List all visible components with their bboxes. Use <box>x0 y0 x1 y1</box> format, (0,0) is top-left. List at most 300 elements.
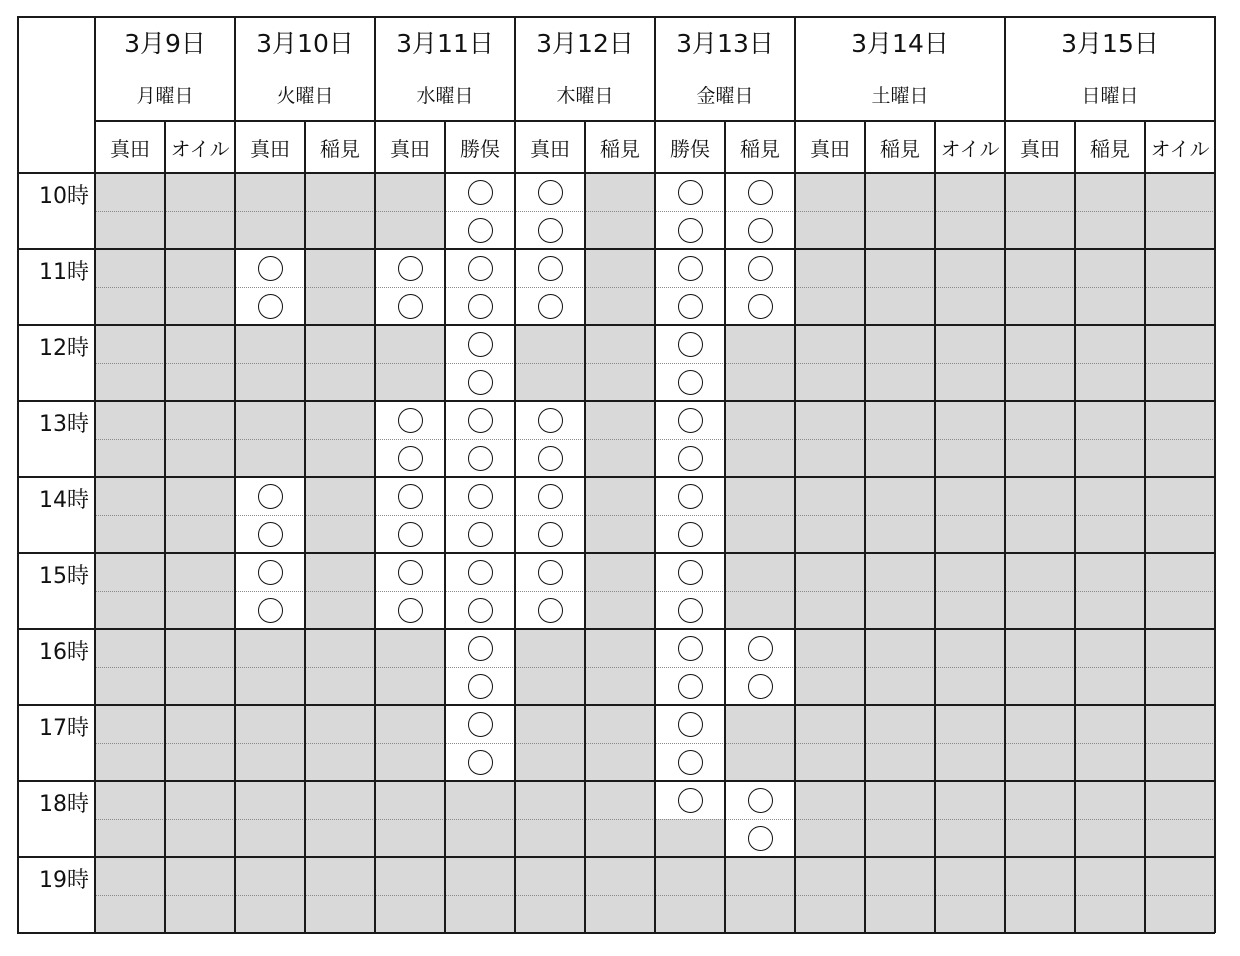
slot-cell[interactable] <box>95 439 165 477</box>
slot-cell[interactable] <box>445 553 515 591</box>
slot-cell[interactable] <box>165 629 235 667</box>
slot-cell[interactable] <box>235 857 305 895</box>
slot-cell[interactable] <box>515 705 585 743</box>
slot-cell[interactable] <box>1145 591 1215 629</box>
slot-cell[interactable] <box>305 173 375 211</box>
slot-cell[interactable] <box>795 325 865 363</box>
slot-cell[interactable] <box>1005 743 1075 781</box>
slot-cell[interactable] <box>725 629 795 667</box>
slot-cell[interactable] <box>725 743 795 781</box>
slot-cell[interactable] <box>585 287 655 325</box>
slot-cell[interactable] <box>795 477 865 515</box>
slot-cell[interactable] <box>795 439 865 477</box>
slot-cell[interactable] <box>935 857 1005 895</box>
slot-cell[interactable] <box>305 705 375 743</box>
slot-cell[interactable] <box>795 667 865 705</box>
slot-cell[interactable] <box>1145 857 1215 895</box>
slot-cell[interactable] <box>865 591 935 629</box>
slot-cell[interactable] <box>445 173 515 211</box>
slot-cell[interactable] <box>725 249 795 287</box>
slot-cell[interactable] <box>375 515 445 553</box>
slot-cell[interactable] <box>375 781 445 819</box>
slot-cell[interactable] <box>795 287 865 325</box>
slot-cell[interactable] <box>375 325 445 363</box>
slot-cell[interactable] <box>1145 325 1215 363</box>
slot-cell[interactable] <box>655 401 725 439</box>
slot-cell[interactable] <box>445 363 515 401</box>
slot-cell[interactable] <box>795 553 865 591</box>
slot-cell[interactable] <box>515 781 585 819</box>
slot-cell[interactable] <box>445 895 515 933</box>
slot-cell[interactable] <box>375 629 445 667</box>
slot-cell[interactable] <box>1075 477 1145 515</box>
slot-cell[interactable] <box>795 819 865 857</box>
slot-cell[interactable] <box>1145 401 1215 439</box>
slot-cell[interactable] <box>95 249 165 287</box>
slot-cell[interactable] <box>1005 705 1075 743</box>
slot-cell[interactable] <box>865 705 935 743</box>
slot-cell[interactable] <box>795 249 865 287</box>
slot-cell[interactable] <box>165 743 235 781</box>
slot-cell[interactable] <box>585 895 655 933</box>
slot-cell[interactable] <box>725 211 795 249</box>
slot-cell[interactable] <box>725 781 795 819</box>
slot-cell[interactable] <box>1005 211 1075 249</box>
slot-cell[interactable] <box>375 667 445 705</box>
slot-cell[interactable] <box>725 857 795 895</box>
slot-cell[interactable] <box>1075 857 1145 895</box>
slot-cell[interactable] <box>1075 439 1145 477</box>
slot-cell[interactable] <box>165 325 235 363</box>
slot-cell[interactable] <box>95 743 165 781</box>
slot-cell[interactable] <box>1145 173 1215 211</box>
slot-cell[interactable] <box>445 211 515 249</box>
slot-cell[interactable] <box>585 325 655 363</box>
slot-cell[interactable] <box>655 363 725 401</box>
slot-cell[interactable] <box>585 667 655 705</box>
slot-cell[interactable] <box>515 895 585 933</box>
slot-cell[interactable] <box>935 705 1005 743</box>
slot-cell[interactable] <box>795 211 865 249</box>
slot-cell[interactable] <box>655 553 725 591</box>
slot-cell[interactable] <box>585 515 655 553</box>
slot-cell[interactable] <box>935 287 1005 325</box>
slot-cell[interactable] <box>585 705 655 743</box>
slot-cell[interactable] <box>445 743 515 781</box>
slot-cell[interactable] <box>935 591 1005 629</box>
slot-cell[interactable] <box>515 591 585 629</box>
slot-cell[interactable] <box>165 667 235 705</box>
slot-cell[interactable] <box>235 173 305 211</box>
slot-cell[interactable] <box>305 819 375 857</box>
slot-cell[interactable] <box>305 591 375 629</box>
slot-cell[interactable] <box>95 553 165 591</box>
slot-cell[interactable] <box>305 895 375 933</box>
slot-cell[interactable] <box>235 667 305 705</box>
slot-cell[interactable] <box>95 363 165 401</box>
slot-cell[interactable] <box>1075 325 1145 363</box>
slot-cell[interactable] <box>725 591 795 629</box>
slot-cell[interactable] <box>375 705 445 743</box>
slot-cell[interactable] <box>445 287 515 325</box>
slot-cell[interactable] <box>935 629 1005 667</box>
slot-cell[interactable] <box>165 515 235 553</box>
slot-cell[interactable] <box>655 515 725 553</box>
slot-cell[interactable] <box>655 477 725 515</box>
slot-cell[interactable] <box>515 743 585 781</box>
slot-cell[interactable] <box>1145 553 1215 591</box>
slot-cell[interactable] <box>655 591 725 629</box>
slot-cell[interactable] <box>655 857 725 895</box>
slot-cell[interactable] <box>795 591 865 629</box>
slot-cell[interactable] <box>585 211 655 249</box>
slot-cell[interactable] <box>935 553 1005 591</box>
slot-cell[interactable] <box>1145 249 1215 287</box>
slot-cell[interactable] <box>305 325 375 363</box>
slot-cell[interactable] <box>235 819 305 857</box>
slot-cell[interactable] <box>445 249 515 287</box>
slot-cell[interactable] <box>585 781 655 819</box>
slot-cell[interactable] <box>585 363 655 401</box>
slot-cell[interactable] <box>515 287 585 325</box>
slot-cell[interactable] <box>95 325 165 363</box>
slot-cell[interactable] <box>1145 743 1215 781</box>
slot-cell[interactable] <box>445 667 515 705</box>
slot-cell[interactable] <box>935 819 1005 857</box>
slot-cell[interactable] <box>1075 781 1145 819</box>
slot-cell[interactable] <box>1145 477 1215 515</box>
slot-cell[interactable] <box>375 173 445 211</box>
slot-cell[interactable] <box>375 211 445 249</box>
slot-cell[interactable] <box>585 743 655 781</box>
slot-cell[interactable] <box>865 781 935 819</box>
slot-cell[interactable] <box>935 211 1005 249</box>
slot-cell[interactable] <box>515 629 585 667</box>
slot-cell[interactable] <box>585 439 655 477</box>
slot-cell[interactable] <box>865 477 935 515</box>
slot-cell[interactable] <box>725 173 795 211</box>
slot-cell[interactable] <box>865 325 935 363</box>
slot-cell[interactable] <box>305 553 375 591</box>
slot-cell[interactable] <box>95 895 165 933</box>
slot-cell[interactable] <box>935 249 1005 287</box>
slot-cell[interactable] <box>795 895 865 933</box>
slot-cell[interactable] <box>95 477 165 515</box>
slot-cell[interactable] <box>235 287 305 325</box>
slot-cell[interactable] <box>1075 249 1145 287</box>
slot-cell[interactable] <box>515 173 585 211</box>
slot-cell[interactable] <box>95 667 165 705</box>
slot-cell[interactable] <box>515 477 585 515</box>
slot-cell[interactable] <box>95 211 165 249</box>
slot-cell[interactable] <box>165 781 235 819</box>
slot-cell[interactable] <box>725 705 795 743</box>
slot-cell[interactable] <box>585 591 655 629</box>
slot-cell[interactable] <box>655 249 725 287</box>
slot-cell[interactable] <box>165 401 235 439</box>
slot-cell[interactable] <box>375 591 445 629</box>
slot-cell[interactable] <box>865 439 935 477</box>
slot-cell[interactable] <box>795 363 865 401</box>
slot-cell[interactable] <box>1005 325 1075 363</box>
slot-cell[interactable] <box>305 477 375 515</box>
slot-cell[interactable] <box>95 173 165 211</box>
slot-cell[interactable] <box>1145 895 1215 933</box>
slot-cell[interactable] <box>865 211 935 249</box>
slot-cell[interactable] <box>515 667 585 705</box>
slot-cell[interactable] <box>515 249 585 287</box>
slot-cell[interactable] <box>375 249 445 287</box>
slot-cell[interactable] <box>795 743 865 781</box>
slot-cell[interactable] <box>1005 477 1075 515</box>
slot-cell[interactable] <box>515 439 585 477</box>
slot-cell[interactable] <box>165 477 235 515</box>
slot-cell[interactable] <box>1075 211 1145 249</box>
slot-cell[interactable] <box>235 439 305 477</box>
slot-cell[interactable] <box>165 553 235 591</box>
slot-cell[interactable] <box>935 439 1005 477</box>
slot-cell[interactable] <box>725 325 795 363</box>
slot-cell[interactable] <box>1145 439 1215 477</box>
slot-cell[interactable] <box>795 705 865 743</box>
slot-cell[interactable] <box>1005 363 1075 401</box>
slot-cell[interactable] <box>935 325 1005 363</box>
slot-cell[interactable] <box>1145 515 1215 553</box>
slot-cell[interactable] <box>165 249 235 287</box>
slot-cell[interactable] <box>165 363 235 401</box>
slot-cell[interactable] <box>865 515 935 553</box>
slot-cell[interactable] <box>445 705 515 743</box>
slot-cell[interactable] <box>935 173 1005 211</box>
slot-cell[interactable] <box>375 819 445 857</box>
slot-cell[interactable] <box>1005 287 1075 325</box>
slot-cell[interactable] <box>655 325 725 363</box>
slot-cell[interactable] <box>375 895 445 933</box>
slot-cell[interactable] <box>1075 515 1145 553</box>
slot-cell[interactable] <box>655 439 725 477</box>
slot-cell[interactable] <box>1075 819 1145 857</box>
slot-cell[interactable] <box>795 401 865 439</box>
slot-cell[interactable] <box>445 477 515 515</box>
slot-cell[interactable] <box>1075 173 1145 211</box>
slot-cell[interactable] <box>95 705 165 743</box>
slot-cell[interactable] <box>515 819 585 857</box>
slot-cell[interactable] <box>165 591 235 629</box>
slot-cell[interactable] <box>725 515 795 553</box>
slot-cell[interactable] <box>725 667 795 705</box>
slot-cell[interactable] <box>305 667 375 705</box>
slot-cell[interactable] <box>235 895 305 933</box>
slot-cell[interactable] <box>515 363 585 401</box>
slot-cell[interactable] <box>305 439 375 477</box>
slot-cell[interactable] <box>235 515 305 553</box>
slot-cell[interactable] <box>725 895 795 933</box>
slot-cell[interactable] <box>515 211 585 249</box>
slot-cell[interactable] <box>305 515 375 553</box>
slot-cell[interactable] <box>1145 667 1215 705</box>
slot-cell[interactable] <box>935 363 1005 401</box>
slot-cell[interactable] <box>1005 781 1075 819</box>
slot-cell[interactable] <box>1145 287 1215 325</box>
slot-cell[interactable] <box>445 857 515 895</box>
slot-cell[interactable] <box>1005 591 1075 629</box>
slot-cell[interactable] <box>95 287 165 325</box>
slot-cell[interactable] <box>585 857 655 895</box>
slot-cell[interactable] <box>865 667 935 705</box>
slot-cell[interactable] <box>1005 515 1075 553</box>
slot-cell[interactable] <box>305 857 375 895</box>
slot-cell[interactable] <box>795 173 865 211</box>
slot-cell[interactable] <box>865 553 935 591</box>
slot-cell[interactable] <box>95 591 165 629</box>
slot-cell[interactable] <box>95 781 165 819</box>
slot-cell[interactable] <box>655 895 725 933</box>
slot-cell[interactable] <box>305 743 375 781</box>
slot-cell[interactable] <box>1005 439 1075 477</box>
slot-cell[interactable] <box>1145 819 1215 857</box>
slot-cell[interactable] <box>95 629 165 667</box>
slot-cell[interactable] <box>865 287 935 325</box>
slot-cell[interactable] <box>1005 629 1075 667</box>
slot-cell[interactable] <box>445 515 515 553</box>
slot-cell[interactable] <box>865 743 935 781</box>
slot-cell[interactable] <box>165 819 235 857</box>
slot-cell[interactable] <box>235 363 305 401</box>
slot-cell[interactable] <box>445 629 515 667</box>
slot-cell[interactable] <box>865 249 935 287</box>
slot-cell[interactable] <box>515 857 585 895</box>
slot-cell[interactable] <box>515 553 585 591</box>
slot-cell[interactable] <box>725 477 795 515</box>
slot-cell[interactable] <box>655 211 725 249</box>
slot-cell[interactable] <box>935 895 1005 933</box>
slot-cell[interactable] <box>375 401 445 439</box>
slot-cell[interactable] <box>1075 895 1145 933</box>
slot-cell[interactable] <box>1075 591 1145 629</box>
slot-cell[interactable] <box>585 477 655 515</box>
slot-cell[interactable] <box>375 363 445 401</box>
slot-cell[interactable] <box>725 287 795 325</box>
slot-cell[interactable] <box>235 591 305 629</box>
slot-cell[interactable] <box>935 667 1005 705</box>
slot-cell[interactable] <box>1145 363 1215 401</box>
slot-cell[interactable] <box>235 629 305 667</box>
slot-cell[interactable] <box>235 743 305 781</box>
slot-cell[interactable] <box>515 401 585 439</box>
slot-cell[interactable] <box>865 173 935 211</box>
slot-cell[interactable] <box>655 705 725 743</box>
slot-cell[interactable] <box>1005 819 1075 857</box>
slot-cell[interactable] <box>795 857 865 895</box>
slot-cell[interactable] <box>375 439 445 477</box>
slot-cell[interactable] <box>445 439 515 477</box>
slot-cell[interactable] <box>935 781 1005 819</box>
slot-cell[interactable] <box>445 819 515 857</box>
slot-cell[interactable] <box>655 743 725 781</box>
slot-cell[interactable] <box>585 819 655 857</box>
slot-cell[interactable] <box>305 249 375 287</box>
slot-cell[interactable] <box>655 667 725 705</box>
slot-cell[interactable] <box>725 439 795 477</box>
slot-cell[interactable] <box>1005 249 1075 287</box>
slot-cell[interactable] <box>305 781 375 819</box>
slot-cell[interactable] <box>165 211 235 249</box>
slot-cell[interactable] <box>865 401 935 439</box>
slot-cell[interactable] <box>585 249 655 287</box>
slot-cell[interactable] <box>585 173 655 211</box>
slot-cell[interactable] <box>795 629 865 667</box>
slot-cell[interactable] <box>725 553 795 591</box>
slot-cell[interactable] <box>235 705 305 743</box>
slot-cell[interactable] <box>725 401 795 439</box>
slot-cell[interactable] <box>305 401 375 439</box>
slot-cell[interactable] <box>725 363 795 401</box>
slot-cell[interactable] <box>655 781 725 819</box>
slot-cell[interactable] <box>95 819 165 857</box>
slot-cell[interactable] <box>445 591 515 629</box>
slot-cell[interactable] <box>725 819 795 857</box>
slot-cell[interactable] <box>935 401 1005 439</box>
slot-cell[interactable] <box>1075 743 1145 781</box>
slot-cell[interactable] <box>865 363 935 401</box>
slot-cell[interactable] <box>1005 173 1075 211</box>
slot-cell[interactable] <box>1005 857 1075 895</box>
slot-cell[interactable] <box>235 553 305 591</box>
slot-cell[interactable] <box>235 211 305 249</box>
slot-cell[interactable] <box>165 705 235 743</box>
slot-cell[interactable] <box>1005 553 1075 591</box>
slot-cell[interactable] <box>795 515 865 553</box>
slot-cell[interactable] <box>235 401 305 439</box>
slot-cell[interactable] <box>585 401 655 439</box>
slot-cell[interactable] <box>585 553 655 591</box>
slot-cell[interactable] <box>235 781 305 819</box>
slot-cell[interactable] <box>865 895 935 933</box>
slot-cell[interactable] <box>305 211 375 249</box>
slot-cell[interactable] <box>935 477 1005 515</box>
slot-cell[interactable] <box>1005 667 1075 705</box>
slot-cell[interactable] <box>1075 667 1145 705</box>
slot-cell[interactable] <box>1075 553 1145 591</box>
slot-cell[interactable] <box>1145 629 1215 667</box>
slot-cell[interactable] <box>935 743 1005 781</box>
slot-cell[interactable] <box>165 173 235 211</box>
slot-cell[interactable] <box>445 401 515 439</box>
slot-cell[interactable] <box>585 629 655 667</box>
slot-cell[interactable] <box>515 325 585 363</box>
slot-cell[interactable] <box>95 515 165 553</box>
slot-cell[interactable] <box>165 439 235 477</box>
slot-cell[interactable] <box>305 629 375 667</box>
slot-cell[interactable] <box>375 857 445 895</box>
slot-cell[interactable] <box>655 819 725 857</box>
slot-cell[interactable] <box>1005 401 1075 439</box>
slot-cell[interactable] <box>305 363 375 401</box>
slot-cell[interactable] <box>235 325 305 363</box>
slot-cell[interactable] <box>865 819 935 857</box>
slot-cell[interactable] <box>865 629 935 667</box>
slot-cell[interactable] <box>375 477 445 515</box>
slot-cell[interactable] <box>95 857 165 895</box>
slot-cell[interactable] <box>935 515 1005 553</box>
slot-cell[interactable] <box>95 401 165 439</box>
slot-cell[interactable] <box>655 173 725 211</box>
slot-cell[interactable] <box>865 857 935 895</box>
slot-cell[interactable] <box>1145 781 1215 819</box>
slot-cell[interactable] <box>165 895 235 933</box>
slot-cell[interactable] <box>445 781 515 819</box>
slot-cell[interactable] <box>235 477 305 515</box>
